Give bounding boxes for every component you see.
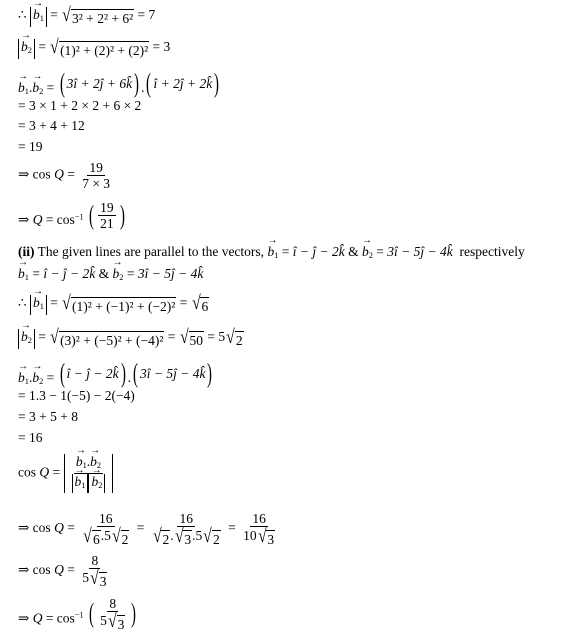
part-ii-text: The given lines are parallel to the vectors, [37,244,265,259]
line-magnitude-b1-ii: ∴ → $b_1$ = √ (1)² + (−1)² + (−2)² = √ 6 [18,294,209,315]
line-step-ii-3: = 16 [18,430,43,445]
part-ii-intro: (ii) The given lines are parallel to the vectors, → $b_1$ = î − ĵ − 2k̂ & → $b_2$ = 3î − 5ĵ − 4k̂ respectively [18,244,525,264]
line-magnitude-b2-ii: → $b_2$ = √ (3)² + (−5)² + (−4)² = √ 50 = 5 √ 2 [18,328,244,349]
result-7: = 7 [137,6,156,22]
result-3: = 3 [152,38,171,54]
line-cos-simplify: ⇒ cos Q = 16 √ 6 .5 √ 2 = 16 √ 2 . √ 3 .5 √ 2 = 16 10 √ 3 [18,511,275,547]
therefore-symbol: ∴ [18,6,27,22]
line-dot-product: → $b_1.\to b_2$ = ( 3î + 2ĵ + 6k̂ ) . ( î + 2ĵ + 2k̂ ) [18,70,221,100]
line-q-arccos: ⇒ $Q = \cos^{-1}$ ( $\frac{19}{21}$ ) [18,200,125,231]
line-cos-formula: cos Q = → $b_1.\to b_2$ → $b_1\to b_2$ [18,454,113,493]
vector-b1-expr: 3î + 2ĵ + 6k̂ [66,75,133,91]
line-q-final: ⇒ $Q = \cos^{-1}$ ( 8 5 √ 3 ) [18,596,137,632]
part-ii-label: (ii) [18,244,35,259]
line-dot-product-ii: → $b_1.\to b_2$ = ( î − ĵ − 2k̂ ) . ( 3î − 5ĵ − 4k̂ ) [18,360,214,390]
line-magnitude-b2: → $b_2$ = √ (1)² + (2)² + (2)² = 3 [18,38,170,59]
magnitude-b1: → $b_1$ [30,7,47,27]
line-step-1: = 3 × 1 + 2 × 2 + 6 × 2 [18,98,142,113]
line-step-2: = 3 + 4 + 12 [18,118,85,133]
fraction: $\frac{19}{21}$ [100,200,114,231]
magnitude-b2: → $b_2$ [18,39,35,59]
line-step-ii-1: = 1.3 − 1(−5) − 2(−4) [18,388,135,403]
line-cos-fraction: ⇒ cos Q = $\frac{19}{7 \times 3}$ [18,160,111,191]
fraction: $\frac{19}{7 \times 3}$ [82,160,111,191]
abs-fraction: → $b_1.\to b_2$ → $b_1\to b_2$ [64,454,114,493]
sqrt-expression: √ (1)² + (2)² + (2)² [50,37,149,58]
line-step-ii-2: = 3 + 5 + 8 [18,409,78,424]
line-step-3: = 19 [18,139,43,154]
line-magnitude-b1: ∴ → $b_1$ = √ 3² + 2² + 6² = 7 [18,6,155,27]
vector-b2-expr: î + 2ĵ + 2k̂ [153,75,213,91]
sqrt-expression: √ 3² + 2² + 6² [62,5,134,26]
line-cos-final: ⇒ cos Q = 8 5 √ 3 [18,553,107,589]
line-vectors: → $b_1$ = î − ĵ − 2k̂ & → $b_2$ = 3î − 5ĵ − 4k̂ [18,266,203,286]
